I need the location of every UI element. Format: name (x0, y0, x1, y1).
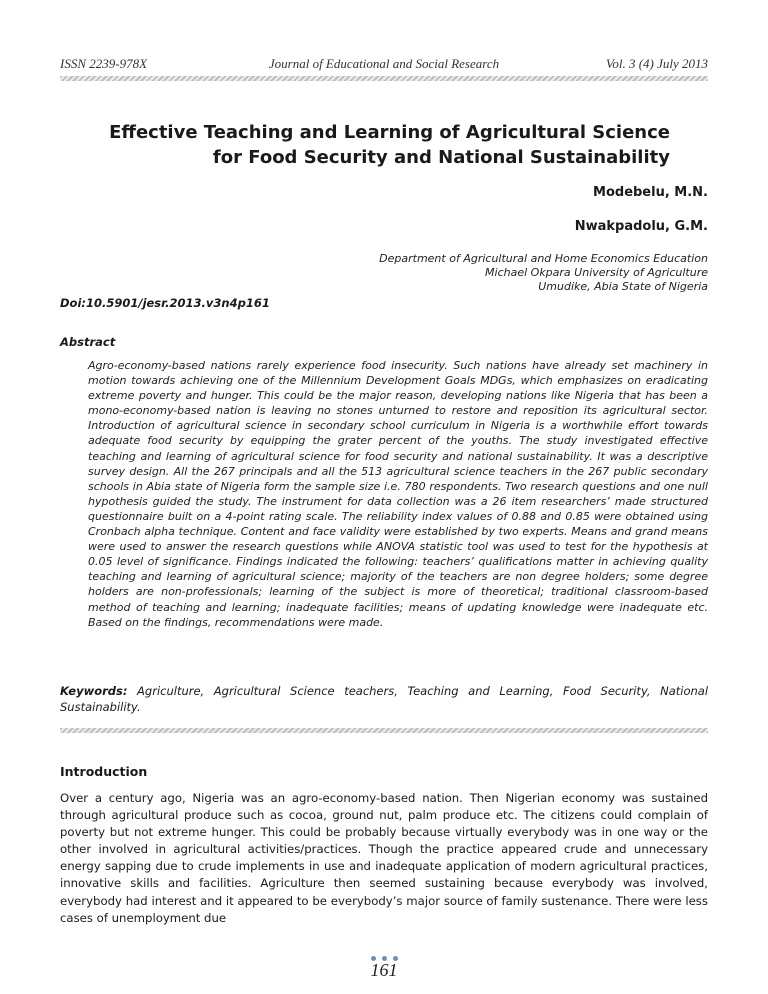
affiliation-university: Michael Okpara University of Agriculture (485, 266, 708, 279)
running-header (60, 56, 708, 74)
page-number: 161 (370, 960, 398, 980)
abstract-text: Agro-economy-based nations rarely experience food insecurity. Such nations have already set machinery in motion towards achieving one of the Millennium Development Goals MDGs, which emphasizes on eradicating extreme poverty and hunger. This could be the major reason, developing nations like Nigeria that has been a mono-economy-based nation is leaving no stones unturned to restore and reposition its agricultural sector. Introduction of agricultural science in secondary school curriculum in Nigeria is a worthwhile effort towards adequate food security by equipping the grater percent of the youths. The study investigated effective teaching and learning of agricultural science for food security and national sustainability. It was a descriptive survey design. All the 267 principals and all the 513 agricultural science teachers in the 267 public secondary schools in Abia state of Nigeria form the sample size i.e. 780 respondents. Two research questions and one null hypothesis guided the study. The instrument for data collection was a 26 item researchers’ made structured questionnaire built on a 4-point rating scale. The reliability index values of 0.88 and 0.85 were obtained using Cronbach alpha technique. Content and face validity were established by two experts. Means and grand means were used to answer the research questions while ANOVA statistic tool was used to test for the hypothesis at 0.05 level of significance. Findings indicated the following: teachers’ qualifications matter in achieving quality teaching and learning of agricultural science; majority of the teachers are non degree holders; some degree holders are non-professionals; learning of the subject is more of theoretical; traditional classroom-based method of teaching and learning; inadequate facilities; means of updating knowledge were inadequate etc. Based on the findings, recommendations were made. (88, 359, 708, 629)
footer-dots (358, 946, 410, 954)
author-1: Modebelu, M.N. (593, 185, 708, 200)
journal-name: Journal of Educational and Social Research (268, 56, 500, 71)
keywords (60, 683, 708, 715)
affiliation-location: Umudike, Abia State of Nigeria (538, 280, 708, 293)
keywords-text: Agriculture, Agricultural Science teachers, Teaching and Learning, Food Security, National Sustainability. (60, 684, 709, 714)
section-divider (60, 728, 708, 733)
introduction-heading: Introduction (60, 764, 148, 779)
affiliation (188, 252, 708, 294)
article-title: Effective Teaching and Learning of Agricultural Science for Food Security and National Sustainability (109, 122, 670, 168)
affiliation-department: Department of Agricultural and Home Economics Education (379, 252, 708, 265)
doi-link[interactable]: Doi:10.5901/jesr.2013.v3n4p161 (60, 296, 270, 310)
header-divider (60, 76, 708, 81)
issn: ISSN 2239-978X (60, 56, 148, 71)
author-2: Nwakpadolu, G.M. (574, 219, 708, 234)
volume-info: Vol. 3 (4) July 2013 (605, 56, 708, 71)
abstract-heading: Abstract (60, 335, 116, 349)
keywords-label: Keywords: (60, 684, 128, 698)
introduction-text: Over a century ago, Nigeria was an agro-economy-based nation. Then Nigerian economy was sustained through agricultural produce such as cocoa, ground nut, palm produce etc. The citizens could complain of poverty but not extreme hunger. This could be probably because virtually everybody was in one way or the other involved in agricultural activities/practices. Though the practice appeared crude and unnecessary energy sapping due to crude implements in use and inadequate application of modern agricultural practices, innovative skills and facilities. Agriculture then seemed sustaining because everybody was involved, everybody had interest and it appeared to be everybody’s major source of family sustenance. There were less cases of unemployment due (60, 791, 708, 925)
